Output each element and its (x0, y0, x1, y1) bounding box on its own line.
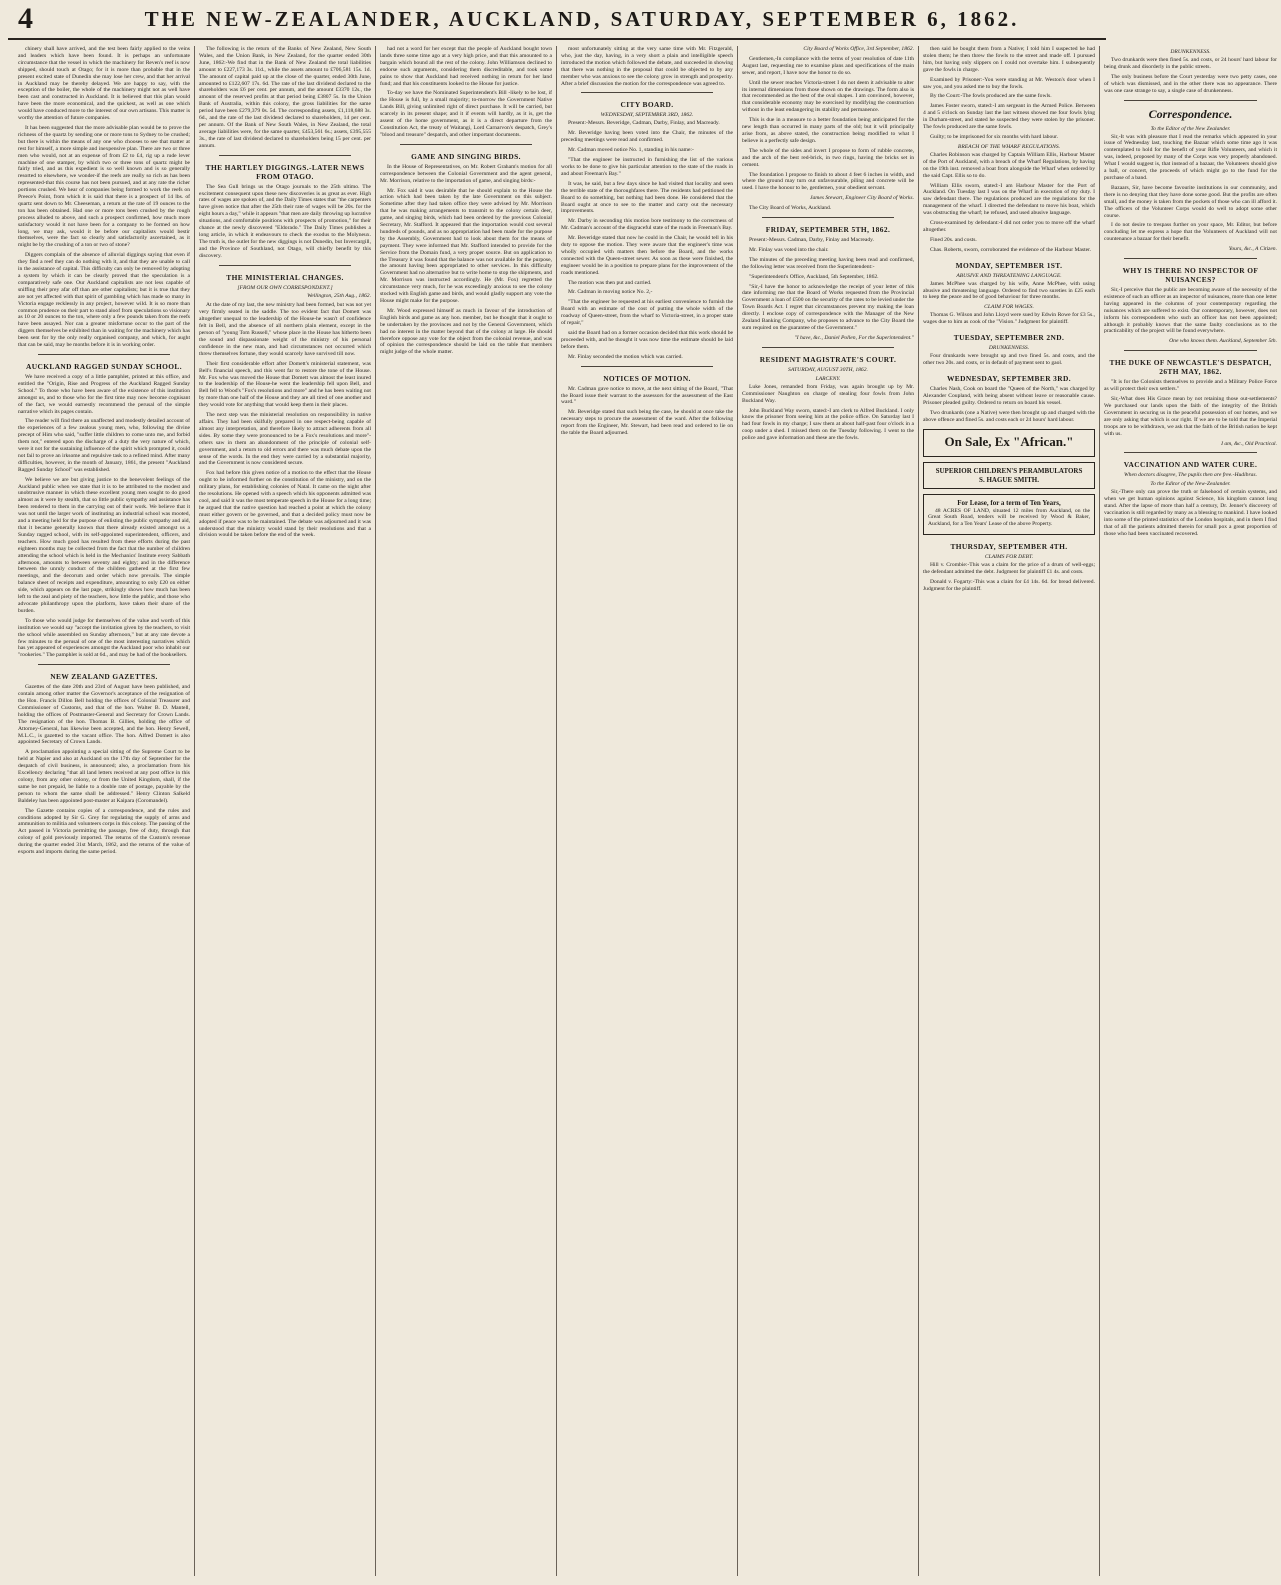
article-paragraph: Charles Robinson was charged by Captain William Ellis, Harbour Master of the Port of Auckland, with a breach of the Wharf Regulations, by having on the 19th inst. removed a boat from alongside the Wharf when ordered by the said Capt. Ellis so to do. (923, 151, 1095, 179)
column-7 (1100, 46, 1281, 1576)
section-heading: THE DUKE OF NEWCASTLE'S DESPATCH, 26TH MAY, 1862. (1109, 358, 1272, 377)
section-heading: WEDNESDAY, SEPTEMBER 3RD. (946, 374, 1072, 383)
article-paragraph: A proclamation appointing a special sitting of the Supreme Court to be held at Napier and also at Auckland on the 17th day of September for the despatch of civil business, is announced; also, a proclamation from his Excellency declaring "that all land letters received at any post office in this colony, from any other colony, or from the United Kingdom, shall, if the same be not prepaid, be liable to a double rate of postage, payable by the person to whom the same shall be addressed." Henry Clinton Salkeld Baldeley has been appointed post-master at Kaipara (Coromandel). (18, 749, 190, 804)
section-heading: THURSDAY, SEPTEMBER 4TH. (950, 542, 1068, 552)
article-paragraph: Mr. Cadman gave notice to move, at the next sitting of the Board, "That the Board issue their warrant to the assessors for the assessment of the East ward." (561, 385, 733, 406)
article-paragraph: Fox had before this given notice of a motion to the effect that the House ought to be informed further on the constitution of the ministry, and on the military plans, for establishing colonies of Natal. It came on the night after the resolutions. He opened with a speech which his opponents admitted was cool, and said it was the most temperate speech in the House for a long time; he argued that the native question had reached a point at which the colony must either govern or be governed, and that a decided policy must now be adopted if peace was to be maintained. The debate was adjourned and it was understood that the ministry would stand by their resolutions and that a division would be taken before the end of the week. (199, 470, 371, 539)
section-heading: MONDAY, SEPTEMBER 1ST. (955, 260, 1063, 270)
article-paragraph: Sir,-I perceive that the public are becoming aware of the necessity of the existence of such an officer as an inspector of nuisances, more than one letter having appeared in the columns of your contemporary regarding the nuisances which are suffered to exist. Our contemporary, however, does not inform his correspondents who such an officer has not been appointed; although it probably knows that the same faulty conclusions as to the practicability of the project will be found everywhere. (1104, 287, 1277, 335)
article-paragraph: We believe we are but giving justice to the benevolent feelings of the Auckland public when we state that it is to be attributed to the modest and unobtrusive manner in which these excellent young men sought to do good almost as it were by stealth, that so little public sympathy and assistance has been rendered to them in the carrying out of their work. We believe that it was not until the larger work of instituting an industrial school was mooted, and a meeting held for the purpose of enlisting the public sympathy and aid, that it became generally known that there already existed amongst us a Sunday ragged school, with its self-appointed superintendent, officers, and teachers. How much good has resulted from these efforts during the past eighteen months may be collected from the fact that the number of children attending the school which is held in the Mechanics' Institute every Sabbath afternoon, amounts to between seventy and eighty; and in the difference between the unruly conduct of the children gathered at the first few meetings, and the decorum and order which now prevails. The simple balance sheet of receipts and expenditure, amounting to only £20 on either side, which appears on the last page, strikingly shows how much has been left to the zeal and piety of the teachers, how little the public, and those who advocate philanthropy upon the platform, have taken their share of the burden. (18, 476, 190, 614)
dateline: City Board of Works Office, 3rd September, 1862. (803, 46, 914, 52)
article-paragraph: Present:-Messrs. Beveridge, Cadman, Darby, Finlay, and Macready. (568, 120, 720, 127)
article-paragraph: Present:-Messrs. Cadman, Darby, Finlay and Macready. (749, 237, 874, 244)
article-paragraph: Luke Jones, remanded from Friday, was again brought up by Mr. Commissioner Naughton on charge of stealing four fowls from John Buckland Way. (742, 383, 914, 404)
article-paragraph: We have received a copy of a little pamphlet, printed at this office, and entitled the "Origin, Rise and Progress of the Auckland Ragged Sunday School." To those who have been aware of the existence of this institution amongst us, and to those who for the first time may now become cognisant of the fact, we would earnestly recommend the perusal of the simple narrative which its pages contain. (18, 373, 190, 415)
article-paragraph: By the Court:-The fowls produced are the same fowls. (930, 93, 1052, 100)
section-heading: RESIDENT MAGISTRATE'S COURT. (759, 354, 897, 364)
article-paragraph: Mr. Darby in seconding this motion bore testimony to the correctness of Mr. Cadman's account of the disgraceful state of the roads in Freeman's Bay. (561, 218, 733, 232)
article-paragraph: John Buckland Way sworn, stated:-I am clerk to Alfred Buckland. I only know the prisoner from seeing him at the police office. On Saturday last I had four fowls in my charge; I saw them at about half-past four o'clock in a coop under a shed. I missed them on the Tuesday following. I went to the police and gave information and these are the fowls. (742, 407, 914, 442)
section-heading: TUESDAY, SEPTEMBER 2ND. (953, 333, 1065, 343)
section-subheading: SATURDAY, AUGUST 30TH, 1862. (788, 366, 868, 373)
signature: I am, &c., Old Practical. (1221, 440, 1277, 447)
case-heading: DRUNKENNESS. (988, 345, 1030, 352)
section-heading: GAME AND SINGING BIRDS. (411, 151, 521, 161)
case-heading: DRUNKENNESS. (1170, 49, 1211, 55)
article-paragraph: Four drunkards were brought up and two fined 5s. and costs, and the other two 20s. and costs, or in default of payment sent to gaol. (923, 353, 1095, 367)
correspondence-heading: Correspondence. (1148, 106, 1233, 121)
case-heading: ABUSIVE AND THREATENING LANGUAGE. (956, 272, 1062, 279)
article-paragraph: Mr. Beveridge stated that now he could in the Chair, he would tell in his duty to oppose the motion. They were aware that the engineer's time was wholly occupied with matters then before the Board, and the works connected with the Queen-street sewer. As soon as these were finished, the engineer would be in a position to prepare plans for the improvement of the roads mentioned. (561, 235, 733, 276)
ad-text: 48 ACRES OF LAND, situated 12 miles from Auckland, on the Great South Road, tenders will be received by Wood & Baker, Auckland, for a Ten Years' Lease of the above Property. (928, 507, 1090, 528)
signature: One who knows them. Auckland, September 5th. (1169, 338, 1277, 345)
divider (1124, 258, 1257, 259)
article-paragraph: I do not desire to trespass further on your space, Mr. Editor, but before concluding let me express a hope that the Volunteers of Auckland will not countenance a bazaar for their benefit. (1104, 222, 1277, 243)
article-paragraph: The motion was then put and carried. (568, 279, 652, 286)
article-paragraph: It has been suggested that the more advisable plan would be to prove the richness of the quartz by sending one or more tons to Sydney to be crushed; but there is within the means of any one who chooses to see that matter at rest for himself, a more simple and inexpensive plan. There are two or three men who would, not at an expense of from £2 to £4, rig up a rude lever machine of one stamper, by which two or three tons of quartz might be fairly tried, and as this expedient is so well known and is so generally resorted to elsewhere, we wonder-if the reefs are really so rich as has been represented-that this course has not been pursued, and at any rate the richer portions crushed. We hear of companies being formed to work the reefs on Preece's Point, from which it is said that there is a prospect of 14 lbs. of quartz sent down to Mr. Cheeseman, a return at the rate of 19 ounces to the ton has been obtained. Had one or more tons been crushed by the rough process alluded to above, and such a prospect confirmed, how much more satisfactory would it not have been for a company to be formed on how long, we may ask, would it be before our capitalists would bestir themselves, were the fact so clearly and satisfactorily ascertained, as it might be by the crushing of a ton or two of stone? (18, 124, 190, 249)
divider (762, 217, 894, 218)
article-paragraph: The only business before the Court yesterday were two petty cases, one of which was dismissed, and in the other there was no appearance. There was one case strange to say, a single case of drunkenness. (1104, 73, 1277, 94)
article-paragraph: Cross-examined by defendant:-I did not order you to move off the wharf altogether. (923, 220, 1095, 233)
article-paragraph: Guilty; to be imprisoned for six months with hard labour. (930, 133, 1059, 140)
article-paragraph: Sir,-There only can prove the truth or falsehood of certain systems, and when we get human opinions against Science, his kingdom cannot long stand. After the lapse of more than half a century, Dr. Jenner's discovery of vaccination is still regarded by many as a blessing to mankind. I have looked into some of the printed statistics of the London hospitals, and in them I find that of all the patients admitted therein for small pox a great proportion of those who had been vaccinated recovered. (1104, 489, 1277, 537)
advertisement (923, 494, 1095, 536)
article-paragraph: This is due in a measure to a better foundation being anticipated for the new length than occurred in many parts of the old; but it will principally arise from, as above stated, the construction being modified to what I believe is a perfectly safe design. (742, 117, 914, 144)
column-2 (195, 46, 376, 1576)
article-paragraph: The Sea Gull brings us the Otago journals to the 25th ultimo. The excitement consequent upon these new discoveries is as great as ever. High rates of wages are spoken of, and the Daily Times states that "the carpenters have given notice that after the 25th their rate of wages will be 20s. for the eight hours a day," while it appears "that men are daily throwing up lucrative situations, and comfortable positions with prospects of promotion," for their chance at the newly discovered "Eldorado." The Daily Times publishes a long article, in which it endeavours to check the exodus to the Molyneux. The truth is, the outlet for the new diggings is not Dunedin, but Invercargill, and the Province of Southland, not Otago, will chiefly benefit by this discovery. (199, 183, 371, 259)
article-paragraph: To-day we have the Nominated Superintendent's Bill -likely to be lost, if the House is full, by a small majority; to-morrow the Government Native Lands Bill, giving unlimited right of direct purchase. It will be carried, but scarcely in its present shape; and it if events will hardly, as it is, get the assent of the home government, as it is a direct departure from the Constitution Act, the treaty of Waitangi, Lord Carnarvon's despatch, Grey's "blood and treasure" despatch, and other important documents. (380, 90, 552, 138)
article-paragraph: Examined by Prisoner:-You were standing at Mr. Weston's door when I saw you, and you asked me to buy the fowls. (923, 76, 1095, 90)
divider (1124, 452, 1257, 453)
article-paragraph: "That the engineer be requested at his earliest convenience to furnish the Board with an estimate of the cost of putting the whole width of the roadway of Queen-street, from the wharf to Victoria-street, in a proper state of repair," (561, 299, 733, 327)
article-paragraph: Mr. Beveridge stated that such being the case, he should at once take the necessary steps to procure the assessment of the ward. After the following report from the Engineer, Mr. Stewart, had been read and ordered to lie on the table the Board adjourned. (561, 409, 733, 437)
newspaper-title: THE NEW-ZEALANDER, AUCKLAND, SATURDAY, SEPTEMBER 6, 1862. (144, 7, 1020, 31)
article-paragraph: The next step was the ministerial resolution on responsibility in native affairs. They had been skilfully prepared in one respect-being capable of almost any interpretation, and therefore likely to attract adherents from all sides. By some they were pronounced to be a Fox's resolutions and more"-others saw in them an abandonment of the principle of colonial self-government, and a return to old errors and there was much debate upon the sense of the words. In the end they were carried by a substantial majority, and the Government is now considered secure. (199, 412, 371, 467)
section-heading: VACCINATION AND WATER CURE. (1123, 460, 1258, 470)
article-paragraph: Mr. Finlay seconded the motion which was carried. (568, 353, 683, 360)
article-paragraph: "That the engineer be instructed in furnishing the list of the various works to be done to give his particular attention to the state of the roads in and about Freeman's Bay." (561, 157, 733, 177)
page-number: 4 (18, 2, 33, 35)
article-paragraph: Sir,-What does His Grace mean by not retaining those out-settlements? We purchased our lands upon the faith of the integrity of the British Government in securing us in the peaceful possession of our homes, and we are only asking that which is our right. If we are to be told that the Imperial troops are to be withdrawn, we ask that the faith of the British nation be kept with us. (1104, 396, 1277, 437)
section-heading: THE HARTLEY DIGGINGS.-LATER NEWS FROM OTAGO. (205, 162, 365, 181)
section-heading: CITY BOARD. (620, 100, 674, 110)
article-paragraph: Donald v. Fogarty:-This was a claim for £4 14s. 6d. for bread delivered. Judgment for the plaintiff. (923, 579, 1095, 592)
article-paragraph: The Gazette contains copies of a correspondence, and the rules and conditions adopted by Sir G. Grey for regulating the supply of arms and ammunition to militia and volunteers corps in this colony. The passing of the Act passed in Victoria permitting the passage, free of duty, through that colony of gold previously imported. The returns of the Custom's revenue during the quarter ended 31st March, 1862, and the returns of the value of exports and imports during the same period. (18, 807, 190, 856)
article-paragraph: then said he bought them from a Native; I told him I suspected he had stolen them; he then threw the fowls to the street and made off. I pursued him, but having only slippers on I could not overtake him. I subsequently gave the fowls in charge. (923, 46, 1095, 73)
article-paragraph: Two drunkards (one a Native) were then brought up and charged with the above offence and fined 5s. and costs each or 24 hours' hard labour. (923, 409, 1095, 423)
divider (400, 144, 532, 145)
divider (38, 664, 170, 665)
section-heading: THE MINISTERIAL CHANGES. (226, 272, 344, 282)
article-paragraph: The reader will find there an unaffected and modestly detailed account of the experiences of a few zealous young men, who, following the divine precept of Him who said, "suffer little children to come unto me, and forbid them not," entered upon the discharge of a duty the very nature of which, were it not for the sustaining influence of the spirit which prompted it, could not fail to prove an irksome and repulsive task to a refined mind. After many difficulties, however, in the month of January, 1861, the present "Auckland Ragged Sunday School" was established. (18, 418, 190, 473)
article-paragraph: Sir,-It was with pleasure that I read the remarks which appeared in your issue of Wednesday last, touching the Bazaar which some time ago it was contemplated to hold for the benefit of your Rifle Volunteers, and which it was, indeed, proposed by many of the Corps was very properly abandoned. What I would suggest is, that instead of a bazaar, the Volunteers should give a ball, or concert, the proceeds of which might go to the fund for the purchase of a band. (1104, 133, 1277, 181)
article-paragraph: Until the sewer reaches Victoria-street I do not deem it advisable to alter its internal dimensions from those shown on the drawings. The form also is that recommended as the best of the oval shapes. I am convinced, however, that considerable economy may be exercised by modifying the construction without in the least endangering its stability and permanence. (742, 79, 914, 114)
case-heading: LARCENY. (815, 375, 841, 382)
divider (1124, 100, 1257, 101)
salutation: To the Editor of the New-Zealander. (1150, 481, 1231, 488)
section-heading: FRIDAY, SEPTEMBER 5TH, 1862. (765, 225, 891, 235)
article-paragraph: most unfortunately sitting at the very same time with Mr. Fitzgerald, who, just the day, having, in a very short a plain and intelligible speech introduced the motion which followed the debate, and succeeded in showing that there was nothing in the proposal that could be objected to by any member who was anxious to see the colony grow in strength and prosperity. After a brief discussion the motion for the correspondence was agreed to. (561, 46, 733, 87)
signature: Yours, &c., A Citizen. (1228, 246, 1277, 253)
article-paragraph: James Foster sworn, stated:-I am sergeant in the Armed Police. Between 4 and 5 o'clock on Sunday last the last witness showed me four fowls lying in Durham-street, and stated he suspected they were stolen by the prisoner. The fowls produced are the same fowls. (923, 103, 1095, 131)
columns (14, 46, 1277, 1576)
divider (762, 347, 894, 348)
dateline: Wellington, 25th Aug., 1862. (307, 292, 371, 299)
advertisement (923, 462, 1095, 489)
article-paragraph: Charles Nash, Cook on board the "Queen of the North," was charged by Alexander Coupland, with being absent without leave or reasonable cause. Prisoner pleaded guilty. Ordered to return on board his vessel. (923, 386, 1095, 406)
article-paragraph: In the House of Representatives, on Mr. Robert Graham's motion for all correspondence between the Colonial Government and the agent general, Mr. Morrison, relative to the importation of game, and singing birds:- (380, 163, 552, 184)
article-paragraph: The minutes of the preceding meeting having been read and confirmed, the following letter was received from the Superintendent:- (742, 256, 914, 270)
signature: James Stewart, Engineer City Board of Works. (810, 195, 914, 202)
section-subheading: [FROM OUR OWN CORRESPONDENT.] (237, 284, 333, 291)
section-heading: NOTICES OF MOTION. (603, 373, 691, 383)
address-line: The City Board of Works, Auckland. (749, 205, 832, 212)
article-paragraph: Gentlemen,-In compliance with the terms of your resolution of date 11th August last, requesting me to examine plans and specifications of the main sewer, and report, I have now the honor to do so. (742, 55, 914, 76)
column-1 (14, 46, 195, 1576)
column-4 (557, 46, 738, 1576)
article-paragraph: chinery shall have arrived, and the test been fairly applied to the veins and leaders which have been found. It is perhaps an unfortunate circumstance that the vessel in which the machinery for Reven's reef is now shipped, should touch at Otago; for it is more than probable that in the present excited state of Dunedin she may lose her crew, and that her arrival in Auckland may be thereby delayed. We are happy to say, with the exception of the boiler, the whole of the machinery might not as well have been cast and constructed in Auckland. It is believed that this plan would have been the more economical, and the quickest, as well as one which would have conduced more to the interest of our own artisans. This matter is worthy the attention of future companies. (18, 46, 190, 122)
divider (219, 265, 351, 266)
article-paragraph: Mr. Cadman in moving notice No. 2,- (568, 289, 653, 296)
article-paragraph: said the Board had on a former occasion decided that this work should be proceeded with, and he thought it was now time the estimate should be laid before them. (561, 330, 733, 350)
column-3 (376, 46, 557, 1576)
article-paragraph: Mr. Finlay was voted into the chair. (749, 246, 829, 253)
divider (38, 354, 170, 355)
ad-title: For Lease, for a term of Ten Years, (957, 498, 1061, 507)
salutation: To the Editor of the New Zealander. (1150, 125, 1231, 132)
article-paragraph: The foundation I propose to finish to about 4 feet 6 inches in width, and where the ground may turn out unfavourable, piling and concrete will be used. I have the honour to be, gentlemen, your obedient servant. (742, 171, 914, 192)
section-heading: WHY IS THERE NO INSPECTOR OF NUISANCES? (1122, 266, 1259, 285)
case-heading: CLAIM FOR WAGES. (984, 304, 1034, 311)
article-paragraph: It was, he said, but a few days since he had visited that locality and seen the terrible state of the thoroughfares there. The residents had petitioned the Board to do something, but nothing had been done. He considered that the Board ought at once to see to the matter and carry out the necessary improvements. (561, 180, 733, 215)
article-paragraph: The following is the return of the Banks of New Zealand, New South Wales, and the Union Bank, in New Zealand, for the quarter ended 30th June, 1862:-We find that in the Bank of New Zealand the total liabilities amount to £227,173 3s. 11d., while the assets amount to £706,581 15s. 1d. The amount of capital paid up at the close of the quarter, ended 30th June, amounted to £122,607 17s. 6d. The rate of the last dividend declared to the shareholders was £6 per cent. per annum, and the amount £3370 12s., the amount of the reserved profits at that period being £3807 5s. In the Union Bank of Australia, within this colony, the gross liabilities for the same period have been £279,379 0s. 5d. The corresponding assets, £1,118,688 3s. 6d., and the rate of the last dividend declared to shareholders, 14 per cent. per annum. Of the Bank of New South Wales, in New Zealand, the total average liabilities were, for the same quarter, £453,561 6s.; assets, £395,555 3s., the rate of last dividend declared to shareholders being 15 per cent. per annum. (199, 46, 371, 149)
article-paragraph: had not a word for her except that the people of Auckland bought town lands three some time ago at a very high price, and that this amounted to a bargain which bound all the rest of the colony. John Williamson declined to endorse such arguments, considering them discreditable, and took some pains to show that Auckland had received nothing in return for her land fund; and that his constituents looked to the House for justice. (380, 46, 552, 87)
article-paragraph: Mr. Wood expressed himself as much in favour of the introduction of English birds and game as any hon. member, but he thought that it ought to be undertaken by the provinces and not by the General Government, which had no interest in the matter beyond that of the colony at large. He should therefore oppose any vote for the object from the colonial revenue, and was of opinion the correspondence should be laid on the table that members might judge of the whole matter. (380, 307, 552, 356)
section-heading: NEW ZEALAND GAZETTES. (50, 672, 158, 682)
signature: "I have, &c., Daniel Pollen, For the Superintendent." (794, 334, 914, 341)
article-paragraph: Mr. Cadman moved notice No. 1, standing in his name:- (568, 147, 694, 154)
article-paragraph: William Ellis sworn, stated:-I am Harbour Master for the Port of Auckland. On Tuesday last I was on the Wharf in execution of my duty. I saw defendant there. The regulations produced are the regulations for the management of the wharf. I directed the defendant to move his boat, which was obstructing the wharf; he refused, and used abusive language. (923, 182, 1095, 217)
article-paragraph: Their first considerable effort after Domett's ministerial statement, was Bell's financial speech, and this went far to restore the tone of the House. Mr. Fox who was moved the House that Domett was almost the least inured to the leadership of the House-he went the leadership fell upon Bell, and Bell fell to Wood's "Fox's resolutions and more" and he has been waiting not by more than one half of the House and they are all tired of one another and they would vote for anything that would keep them in their places. (199, 360, 371, 409)
case-heading: BREACH OF THE WHARF REGULATIONS. (957, 143, 1061, 150)
article-paragraph: James McPhee was charged by his wife, Anne McPhee, with using abusive and threatening language. Ordered to find two sureties in £25 each to keep the peace and be of good behaviour for three months. (923, 280, 1095, 301)
section-heading: AUCKLAND RAGGED SUNDAY SCHOOL. (26, 361, 182, 371)
advertisement (923, 429, 1095, 457)
section-subheading: WEDNESDAY, SEPTEMBER 3RD, 1862. (600, 112, 694, 119)
divider (581, 92, 713, 93)
article-paragraph: Mr. Fox said it was desirable that he should explain to the House the action which had been taken by the late Government on this subject. Sometime after they had taken office they were advised by Mr. Morrison that he was making arrangements to transmit to the colony certain deer, game, and singing birds, which had been ordered by the previous Colonial Secretary, Mr. Stafford. It appeared that the importation would cost several hundreds of pounds, and as no appropriation had been made for the purpose by the Assembly, Government had to look about them for the means of payment. They were informed that Mr. Stafford intended to provide for the Service from the Domain fund, a very proper source. But on application to the Treasury it was found that the balance was not available for the purpose, the amount having been appropriated to other services. In this difficulty Government had no alternative but to write home to stop the shipments, and Mr. Morrison was instructed accordingly. He (Mr. Fox) regretted the circumstance very much, for he was exceedingly anxious to see the colony stocked with English game and birds, and would gladly support any vote the House might make for the purpose. (380, 187, 552, 304)
ad-title: SUPERIOR CHILDREN'S PERAMBULATORS (935, 466, 1083, 475)
article-paragraph: At the date of my last, the new ministry had been formed, but was not yet very firmly seated in the saddle. The too evident fact that Domett was altogether unequal to the leadership of the House-he wasn't of confidence felt in Bell, and the absence of all northern plain element, except in the person of "young Tom Russell," whose place in the House has hitherto been the sound and dispassionate weight of the ministry of his personal confidence in the new man, and had circumstances not occurred which threw themselves fortune, they would scarcely have survived till now. (199, 302, 371, 357)
article-paragraph: The whole of the sides and invert I propose to form of rubble concrete, and the arch of the best red-brick, in two rings, having the bricks set in cement. (742, 147, 914, 168)
article-paragraph: Two drunkards were then fined 5s. and costs, or 24 hours' hard labour for being drunk and disorderly in the public streets. (1104, 57, 1277, 70)
masthead (8, 0, 1106, 40)
article-paragraph: Gazettes of the date 20th and 23rd of August have been published, and contain among other matter the Governor's acceptance of the resignation of the Hon. Francis Dillon Bell holding the offices of Colonial Treasurer and Commissioner of Customs, and that of the hon. Walter B. D. Mantell, holding the offices of Postmaster-General and Secretary for Crown Lands. The resignation of the hon. Thomas B. Gillies, holding the office of Attorney-General, has likewise been accepted, and the hon. Henry Sewell, M.L.C., is gazetted to the vacant office. The hon. Alfred Domett is also appointed Secretary of Crown Lands. (18, 684, 190, 746)
article-paragraph: "It is for the Colonists themselves to provide and a Military Police Force as will protect their own settlers." (1104, 379, 1277, 393)
article-paragraph: Bazaars, Sir, have become favourite institutions in our community, and there is no denying that they have done some good. But the profits are often small, and the money is taken from the pockets of those who can ill afford it. The officers of the Volunteer Corps would do well to adopt some other course. (1104, 184, 1277, 219)
divider (581, 366, 713, 367)
article-paragraph: Mr. Beveridge having been voted into the Chair, the minutes of the preceding meetings were read and confirmed. (561, 130, 733, 144)
column-5 (738, 46, 919, 1576)
divider (1124, 350, 1257, 351)
article-paragraph: "Sir,-I have the honor to acknowledge the receipt of your letter of this date informing me that the Board of Works requested from the Provincial Government a loan of £500 on the security of the rates to be levied under the Town Boards Act. I regret that circumstances prevent my making the loan directly. I enclose copy of correspondence with the Manager of the New Zealand Banking Company, who proposes to advance to the City Board the sum required on the guarantee of the Government." (742, 283, 914, 331)
article-paragraph: Fined 20s. and costs. (930, 236, 977, 243)
article-paragraph: To those who would judge for themselves of the value and worth of this institution we would say "accept the invitation given by the teachers, to visit the school while assembled on Sunday afternoon," but at any rate devote a few minutes to the perusal of one of the most interesting narratives which has yet appeared of experiences amongst the Auckland poor who inhabit our "rookeries." The pamphlet is sold at 6d., and may be had of the booksellers. (18, 617, 190, 659)
article-paragraph: Diggers complain of the absence of alluvial diggings saying that even if they find a reef they can do nothing with it, and that they are unable to call in the assistance of capital. This difficulty can only be removed by adopting a system by which it can be clearly proved that the speculation is a comparatively safe one. Our Auckland capitalists are not less capable of sniffing their prey afar off than are other capitalists; but it is true that they are not yet affected with that spirit of gambling which has made so many in Victoria engage recklessly in any project, however wild. It is so more than common prudence on their part to stand aloof from speculations so visionary as 10 or 20 ounces to the ton, where only a few pounds taken from the reefs have been assayed. Nor can a greater misfortune occur to the part of the diggers themselves be exhibited than in waiting for the machinery which has been sent for by the only really organised company, and which, for aught that can be said, may be months before it is in working order. (18, 252, 190, 349)
article-paragraph: "Superintendent's Office, Auckland, 5th September, 1862. (749, 273, 879, 280)
case-heading: CLAIMS FOR DEBT. (984, 554, 1034, 561)
divider (219, 155, 351, 156)
column-6 (919, 46, 1100, 1576)
ad-title: On Sale, Ex "African." (944, 433, 1074, 449)
article-paragraph: Chas. Roberts, sworn, corroborated the evidence of the Harbour Master. (930, 246, 1092, 253)
ad-advertiser: S. HAGUE SMITH. (979, 475, 1039, 484)
article-paragraph: Hill v. Crombie:-This was a claim for the price of a drum of well-eggs; the defendant admitted the debt. Judgment for plaintiff £1 4s. and costs. (923, 562, 1095, 576)
article-paragraph: Thomas G. Wilson and John Lloyd were sued by Edwin Rowe for £3 5s., wages due to him as cook of the "Vision." Judgment for plaintiff. (923, 312, 1095, 326)
epigraph: When doctors disagree, The pupils then are free.-Hudibras. (1124, 472, 1257, 479)
